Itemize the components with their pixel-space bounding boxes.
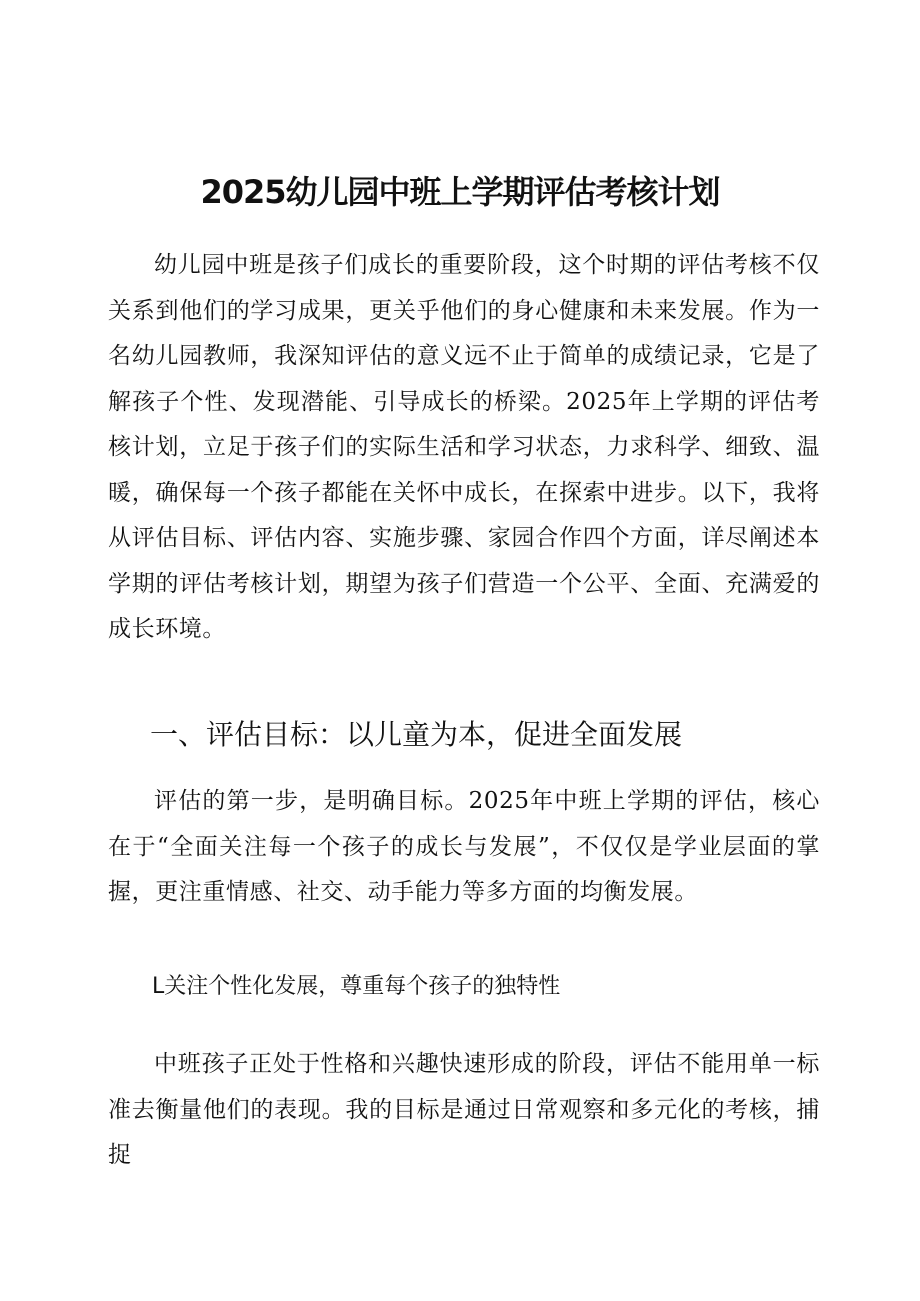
section-heading-goals: 一、评估目标：以儿童为本，促进全面发展 bbox=[150, 718, 683, 751]
section-goals-paragraph: 评估的第一步，是明确目标。2025年中班上学期的评估，核心在于“全面关注每一个孩子的成长与发展”，不仅仅是学业层面的掌握，更注重情感、社交、动手能力等多方面的均衡发展。 bbox=[108, 788, 820, 905]
subsection-individual-paragraph: 中班孩子正处于性格和兴趣快速形成的阶段，评估不能用单一标准去衡量他们的表现。我的目标是通过日常观察和多元化的考核，捕捉 bbox=[108, 1051, 820, 1168]
document-title: 2025幼儿园中班上学期评估考核计划 bbox=[200, 173, 720, 211]
intro-paragraph: 幼儿园中班是孩子们成长的重要阶段，这个时期的评估考核不仅关系到他们的学习成果，更关乎他们的身心健康和未来发展。作为一名幼儿园教师，我深知评估的意义远不止于简单的成绩记录，它是了解孩子个性、发现潜能、引导成长的桥梁。2025年上学期的评估考核计划，立足于孩子们的实际生活和学习状态，力求科学、细致、温暖，确保每一个孩子都能在关怀中成长，在探索中进步。以下，我将从评估目标、评估内容、实施步骤、家园合作四个方面，详尽阐述本学期的评估考核计划，期望为孩子们营造一个公平、全面、充满爱的成长环境。 bbox=[108, 252, 820, 642]
subsection-heading-individual-development: L关注个性化发展，尊重每个孩子的独特性 bbox=[152, 974, 561, 999]
